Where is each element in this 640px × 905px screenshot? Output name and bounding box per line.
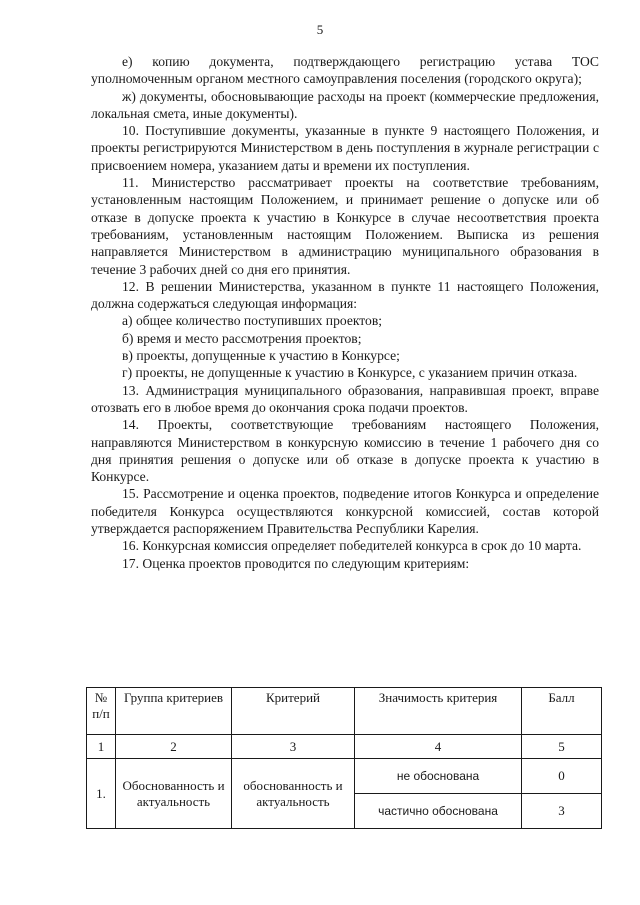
column-number: 4 bbox=[355, 735, 522, 759]
paragraph-11: 11. Министерство рассматривает проекты на соответствие требованиям, установленным настоящим Положением, и принимает решение о допуске или об отказе в допуске проекта к участию в Конкурсе в случае несоответствия проекта требованиям, установленным настоящим Положением. Выписка из решения направляется Министерством в администрацию муниципального образования в течение 3 рабочих дней со дня его принятия. bbox=[91, 175, 599, 277]
header-group: Группа критериев bbox=[116, 688, 232, 735]
column-number: 5 bbox=[522, 735, 602, 759]
paragraph-item-e: е) копию документа, подтверждающего регистрацию устава ТОС уполномоченным органом местного самоуправления поселения (городского округа); bbox=[91, 54, 599, 87]
column-number: 1 bbox=[87, 735, 116, 759]
table-row bbox=[87, 759, 602, 794]
paragraph-13: 13. Администрация муниципального образования, направившая проект, вправе отозвать его в любое время до окончания срока подачи проектов. bbox=[91, 382, 599, 415]
column-number: 3 bbox=[232, 735, 355, 759]
header-criterion: Критерий bbox=[232, 688, 355, 735]
significance-cell: частично обоснована bbox=[355, 794, 522, 829]
paragraph-17: 17. Оценка проектов проводится по следующим критериям: bbox=[122, 555, 470, 571]
paragraph-15: 15. Рассмотрение и оценка проектов, подведение итогов Конкурса и определение победителя Конкурса осуществляются конкурсной комиссией, состав которой утверждается распоряжением Правительства Республики Карелия. bbox=[91, 486, 599, 537]
paragraph-14: 14. Проекты, соответствующие требованиям настоящего Положения, направляются Министерством в конкурсную комиссию в течение 1 рабочего дня со дня принятия решения о допуске или об отказе в допуске проекта к участию в Конкурсе. bbox=[91, 417, 599, 485]
header-significance: Значимость критерия bbox=[355, 688, 522, 735]
table-header-row bbox=[87, 688, 602, 735]
score-cell: 0 bbox=[522, 759, 602, 794]
paragraph-10: 10. Поступившие документы, указанные в пункте 9 настоящего Положения, и проекты регистрируются Министерством в день поступления в журнале регистрации с присвоением номера, указанием даты и времени их поступления. bbox=[91, 123, 599, 173]
group-name: Обоснованность и актуальность bbox=[116, 759, 232, 829]
paragraph-12-item-a: а) общее количество поступивших проектов; bbox=[122, 313, 383, 329]
header-score: Балл bbox=[522, 688, 602, 735]
paragraph-item-zh: ж) документы, обосновывающие расходы на проект (коммерческие предложения, локальная смета, иные документы). bbox=[91, 88, 599, 121]
page-number: 5 bbox=[316, 22, 324, 37]
paragraph-16: 16. Конкурсная комиссия определяет победителей конкурса в срок до 10 марта. bbox=[122, 538, 582, 554]
header-number: № п/п bbox=[87, 688, 116, 735]
group-number: 1. bbox=[87, 759, 116, 829]
column-number: 2 bbox=[116, 735, 232, 759]
paragraph-12-item-g: г) проекты, не допущенные к участию в Конкурсе, с указанием причин отказа. bbox=[122, 365, 578, 381]
criterion-name: обоснованность и актуальность bbox=[232, 759, 355, 829]
significance-cell: не обоснована bbox=[355, 759, 522, 794]
column-number-row bbox=[87, 735, 602, 759]
paragraph-12: 12. В решении Министерства, указанном в пункте 11 настоящего Положения, должна содержаться следующая информация: bbox=[91, 278, 599, 312]
paragraph-12-item-b: б) время и место рассмотрения проектов; bbox=[122, 330, 362, 346]
score-cell: 3 bbox=[522, 794, 602, 829]
document-body bbox=[91, 53, 599, 572]
criteria-table bbox=[86, 687, 602, 829]
paragraph-12-item-v: в) проекты, допущенные к участию в Конкурсе; bbox=[122, 348, 400, 364]
